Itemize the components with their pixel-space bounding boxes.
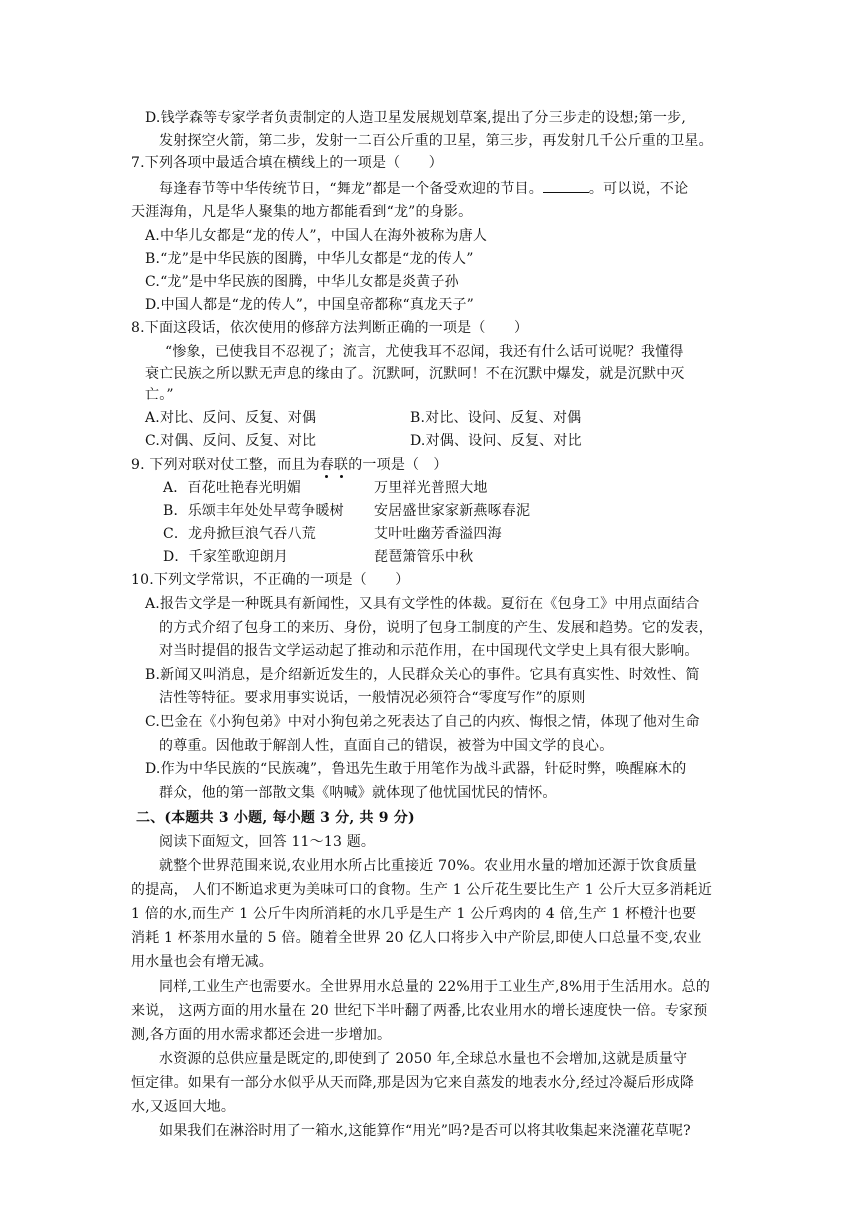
q9-stem [131,455,448,475]
q10-option-c-line-2: 的尊重。因他敢于解剖人性，直面自己的错误，被誉为中国文学的良心。 [159,738,614,754]
emphasis-dot [325,475,328,478]
q10-option-a-line-3: 对当时提倡的报告文学运动起了推动和示范作用，在中国现代文学史上具有很大影响。 [159,643,699,659]
q7-passage-line-2: 天涯海角，凡是华人聚集的地方都能看到“龙”的身影。 [131,204,473,220]
section-2-instruction: 阅读下面短文，回答 11～13 题。 [159,834,376,850]
q10-option-d-line-2: 群众，他的第一部散文集《呐喊》就体现了他忧国忧民的情怀。 [159,785,557,801]
q6-option-d-line-1: D.钱学森等专家学者负责制定的人造卫星发展规划草案,提出了分三步走的设想;第一步, [145,110,686,126]
passage-p4-line-1: 如果我们在淋浴时用了一箱水,这能算作“用光”吗?是否可以将其收集起来浇灌花草呢? [159,1123,691,1139]
q7-option-d: D.中国人都是“龙的传人”，中国皇帝都称“真龙天子” [145,297,475,313]
q9-option-d-right: 琵琶箫管乐中秋 [374,549,474,565]
q9-option-c-left: C．龙舟掀巨浪气吞八荒 [163,526,316,542]
q9-stem-part-b: 的一项是（ ） [348,457,448,473]
emphasis-dot [340,475,343,478]
q10-option-b-line-1: B.新闻又叫消息，是介绍新近发生的，人民群众关心的事件。它具有真实性、时效性、简 [145,667,700,683]
q10-option-a-line-2: 的方式介绍了包身工的来历、身份，说明了包身工制度的产生、发展和趋势。它的发表， [159,620,713,636]
q7-passage-part-b: 。可以说，不论 [588,181,689,197]
q6-option-d-line-2: 发射探空火箭，第二步，发射一二百公斤重的卫星，第三步，再发射几千公斤重的卫星。 [159,133,713,149]
q9-stem-part-a: 9. 下列对联对仗工整，而且为 [131,457,320,473]
q7-answer-blank [543,178,589,193]
passage-p2-line-2: 来说， 这两方面的用水量在 20 世纪下半叶翻了两番,比农业用水的增长速度快一倍。专家预 [131,1003,708,1019]
q8-passage-line-3: 亡。” [145,387,174,403]
q9-emphasis-text-1: 春 [319,457,335,473]
q7-passage-line-1 [159,178,688,199]
q9-option-a-left: A．百花吐艳春光明媚 [163,480,302,496]
q7-passage-part-a: 每逢春节等中华传统节日，“舞龙”都是一个备受欢迎的节目。 [159,181,543,197]
passage-p1-line-2: 的提高， 人们不断追求更为美味可口的食物。生产 1 公斤花生要比生产 1 公斤大豆多消耗近 [131,882,713,898]
q10-option-c-line-1: C.巴金在《小狗包弟》中对小狗包弟之死表达了自己的内疚、悔恨之情，体现了他对生命 [145,714,700,730]
passage-p2-line-1: 同样,工业生产也需要水。全世界用水总量的 22%用于工业生产,8%用于生活用水。总的 [159,979,711,995]
q8-option-a: A.对比、反问、反复、对偶 [145,410,317,426]
q10-option-a-line-1: A.报告文学是一种既具有新闻性，又具有文学性的体裁。夏衍在《包身工》中用点面结合 [145,596,700,612]
q9-emphasis-text-2: 联 [334,457,349,473]
q9-option-b-left: B．乐颂丰年处处早莺争暖树 [163,503,344,519]
q9-option-a-right: 万里祥光普照大地 [374,480,488,496]
q8-option-d: D.对偶、设问、反复、对比 [410,433,582,449]
passage-p1-line-4: 消耗 1 杯茶用水量的 5 倍。随着全世界 20 亿人口将步入中产阶层,即使人口总量不变,农业 [131,930,702,946]
passage-p1-line-1: 就整个世界范围来说,农业用水所占比重接近 70%。农业用水量的增加还源于饮食质量 [159,858,698,874]
q8-stem: 8.下面这段话，依次使用的修辞方法判断正确的一项是（ ） [131,320,529,336]
passage-p3-line-1: 水资源的总供应量是既定的,即使到了 2050 年,全球总水量也不会增加,这就是质量守 [159,1051,688,1067]
q10-stem: 10.下列文学常识，不正确的一项是（ ） [131,572,410,588]
q8-option-b: B.对比、设问、反复、对偶 [410,410,582,426]
q9-emphasis-char-2 [334,457,348,473]
q8-option-c: C.对偶、反问、反复、对比 [145,433,317,449]
q9-option-c-right: 艾叶吐幽芳香溢四海 [374,526,502,542]
q10-option-d-line-1: D.作为中华民族的“民族魂”，鲁迅先生敢于用笔作为战斗武器，针砭时弊，唤醒麻木的 [145,761,687,777]
passage-p1-line-3: 1 倍的水,而生产 1 公斤牛肉所消耗的水几乎是生产 1 公斤鸡肉的 4 倍,生产 1 杯橙汁也要 [131,906,697,922]
q7-stem: 7.下列各项中最适合填在横线上的一项是（ ） [131,155,443,171]
q9-option-b-right: 安居盛世家家新燕啄春泥 [374,503,531,519]
q7-option-b: B.“龙”是中华民族的图腾，中华儿女都是“龙的传人” [145,251,474,267]
passage-p2-line-3: 测,各方面的用水需求都还会进一步增加。 [131,1027,392,1043]
q7-option-c: C.“龙”是中华民族的图腾，中华儿女都是炎黄子孙 [145,274,459,290]
passage-p1-line-5: 用水量也会有增无减。 [131,954,273,970]
q9-emphasis-char-1 [320,457,334,473]
q7-option-a: A.中华儿女都是“龙的传人”，中国人在海外被称为唐人 [145,228,488,244]
passage-p3-line-3: 水,又返回大地。 [131,1099,236,1115]
q8-passage-line-1: “惨象，已使我目不忍视了；流言，尤使我耳不忍闻，我还有什么话可说呢？我懂得 [165,344,684,360]
q8-passage-line-2: 衰亡民族之所以默无声息的缘由了。沉默呵，沉默呵！不在沉默中爆发，就是沉默中灭 [145,366,685,382]
section-2-heading: 二、(本题共 3 小题, 每小题 3 分, 共 9 分) [136,810,415,826]
passage-p3-line-2: 恒定律。如果有一部分水似乎从天而降,那是因为它来自蒸发的地表水分,经过冷凝后形成降 [131,1075,695,1091]
q9-option-d-left: D．千家笙歌迎朗月 [163,549,289,565]
q10-option-b-line-2: 洁性等特征。要求用事实说话，一般情况必须符合“零度写作”的原则 [159,690,586,706]
